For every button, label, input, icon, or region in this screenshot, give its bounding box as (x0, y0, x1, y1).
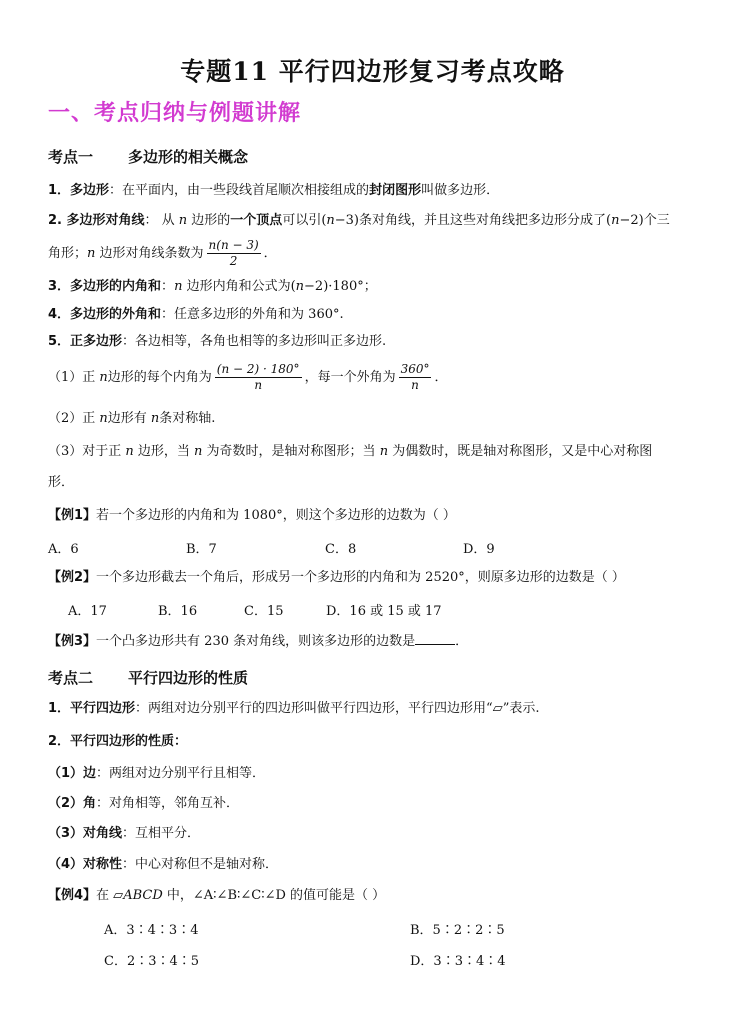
ex1-option-c: C．8 (325, 542, 357, 557)
example-tag: 【例2】 (48, 570, 97, 585)
var-n: n (150, 411, 160, 426)
ex1-option-b: B．7 (186, 542, 217, 557)
para-text: 边形，当 (133, 444, 195, 459)
property-symmetry (48, 856, 278, 874)
para-text: （1）正 (48, 370, 100, 385)
var-n: n (379, 444, 389, 459)
para-text: 条对称轴. (159, 411, 216, 426)
para-text: 边形有 (107, 411, 151, 426)
example-text: 一个凸多边形共有 230 条对角线，则该多边形的边数是 (96, 634, 416, 649)
term-exterior-sum: 4．多边形的外角和 (48, 307, 162, 322)
fraction-denominator: n (411, 378, 419, 392)
para-text: 边形的每个内角为 (107, 370, 212, 385)
property-diagonals (48, 825, 200, 843)
var-n: n (125, 444, 134, 459)
ex2-option-d: D．16 或 15 或 17 (326, 604, 442, 619)
term-symmetry: （4）对称性 (48, 857, 123, 872)
para-text: ． (263, 246, 277, 261)
para-regular-polygon (48, 333, 386, 351)
fraction-exterior-angle (399, 362, 432, 393)
para-text: ：中心对称但不是轴对称． (122, 857, 279, 872)
section-heading: 一、考点归纳与例题讲解 (48, 101, 302, 126)
para-text: 角形； (48, 246, 88, 261)
para-odd-even-cont: 形． (48, 475, 75, 490)
kaodian-2-heading (48, 667, 248, 688)
para-text: −2)·180°； (304, 279, 377, 294)
property-sides (48, 765, 265, 783)
kaodian-1-name: 多边形的相关概念 (128, 148, 249, 166)
para-symmetry-axes (48, 410, 215, 428)
term-diagonals: （3）对角线 (48, 826, 123, 841)
example-4 (48, 887, 385, 905)
var-n: n (295, 279, 305, 294)
para-interior-sum (48, 278, 377, 296)
ex4-option-c: C．2∶3∶4∶5 (104, 954, 200, 969)
parallelogram-symbol: ▱ (492, 701, 503, 716)
para-text: 边形对角线条数为 (95, 246, 204, 261)
ex1-option-a: A．6 (48, 542, 79, 557)
para-text: ： (161, 279, 175, 294)
fraction-interior-angle (215, 362, 302, 393)
term-regular-polygon: 5．正多边形 (48, 334, 123, 349)
answer-blank (415, 632, 455, 645)
example-tag: 【例4】 (48, 888, 97, 903)
para-text: −3)条对角线，并且这些对角线把多边形分成了( (334, 213, 612, 228)
fraction-diagonals (207, 238, 261, 269)
property-angles (48, 795, 239, 813)
para-text: ： 从 (144, 213, 179, 228)
var-n: n (611, 213, 620, 228)
example-text: 一个多边形截去一个角后，形成另一个多边形的内角和为 2520°，则原多边形的边数是（ ） (96, 570, 625, 585)
term-parallelogram: 1．平行四边形 (48, 701, 136, 716)
para-text: ：在平面内，由一些段线首尾顺次相接组成的 (109, 183, 370, 198)
var-n: n (178, 213, 188, 228)
para-polygon-def (48, 182, 499, 200)
term-interior-sum: 3．多边形的内角和 (48, 279, 162, 294)
term-closed-figure: 封闭图形 (369, 183, 422, 198)
para-text: 可以引( (282, 213, 327, 228)
ex4-option-a: A．3∶4∶3∶4 (104, 923, 199, 938)
para-text: ． (434, 370, 448, 385)
term-angles: （2）角 (48, 796, 97, 811)
var-n: n (99, 370, 108, 385)
var-n: n (99, 411, 108, 426)
para-text: ． (455, 634, 469, 649)
var-n: n (194, 444, 203, 459)
term-diagonal: 2. 多边形对角线 (48, 213, 145, 228)
example-tag: 【例1】 (48, 508, 97, 523)
para-text: 边形内角和公式为( (182, 279, 296, 294)
var-abcd: ABCD (123, 888, 163, 903)
para-text: 为偶数时，既是轴对称图形，又是中心对称图 (388, 444, 653, 459)
page-title: 专题11 平行四边形复习考点攻略 (180, 57, 565, 86)
example-text: 若一个多边形的内角和为 1080°，则这个多边形的边数为（ ） (96, 508, 456, 523)
example-3 (48, 632, 468, 651)
para-diagonal-def (48, 212, 670, 230)
kaodian-2-name: 平行四边形的性质 (128, 669, 249, 687)
para-text: ，每一个外角为 (304, 370, 396, 385)
ex4-option-b: B．5∶2∶2∶5 (410, 923, 505, 938)
fraction-numerator: (n − 2) · 180° (216, 362, 300, 376)
para-text: −2)个三 (619, 213, 670, 228)
para-text: 在 ▱ (96, 888, 124, 903)
para-text: （3）对于正 (48, 444, 126, 459)
var-n: n (87, 246, 96, 261)
example-1 (48, 507, 456, 525)
para-text: （2）正 (48, 411, 100, 426)
para-text: ：各边相等，各角也相等的多边形叫正多边形. (122, 334, 387, 349)
ex4-option-d: D．3∶3∶4∶4 (410, 954, 506, 969)
para-text: ：两组对边分别平行的四边形叫做平行四边形，平行四边形用“ (135, 701, 493, 716)
para-properties-head (48, 733, 187, 751)
para-exterior-sum (48, 306, 344, 324)
var-n: n (174, 279, 183, 294)
para-text: 叫做多边形． (421, 183, 500, 198)
ex2-option-b: B．16 (158, 604, 198, 619)
para-parallelogram-def (48, 700, 539, 718)
fraction-numerator: n(n − 3) (208, 238, 259, 252)
fraction-denominator: 2 (229, 254, 238, 268)
para-text: 边形的 (187, 213, 231, 228)
para-diagonal-count (48, 236, 277, 272)
kaodian-1-heading (48, 146, 248, 167)
fraction-numerator: 360° (400, 362, 430, 376)
term-polygon: 1．多边形 (48, 183, 110, 198)
kaodian-1-label: 考点一 (48, 148, 94, 166)
fraction-denominator: n (254, 378, 263, 392)
ex1-option-d: D．9 (463, 542, 495, 557)
para-text: ”表示. (502, 701, 540, 716)
var-n: n (326, 213, 335, 228)
para-odd-even (48, 443, 652, 461)
para-text: ：两组对边分别平行且相等． (96, 766, 266, 781)
kaodian-2-label: 考点二 (48, 669, 94, 687)
para-text: ：对角相等，邻角互补． (96, 796, 240, 811)
ex2-option-c: C．15 (244, 604, 284, 619)
example-2 (48, 569, 625, 587)
para-regular-angles (48, 358, 448, 398)
ex2-option-a: A．17 (68, 604, 107, 619)
term-properties: 2．平行四边形的性质： (48, 734, 188, 749)
para-text: ：任意多边形的外角和为 360°. (161, 307, 344, 322)
example-text: 中，∠A∶∠B∶∠C∶∠D 的值可能是（ ） (162, 888, 386, 903)
term-vertex: 一个顶点 (230, 213, 283, 228)
para-text: ：互相平分． (122, 826, 201, 841)
para-text: 为奇数时，是轴对称图形；当 (202, 444, 380, 459)
term-sides: （1）边 (48, 766, 97, 781)
example-tag: 【例3】 (48, 634, 97, 649)
